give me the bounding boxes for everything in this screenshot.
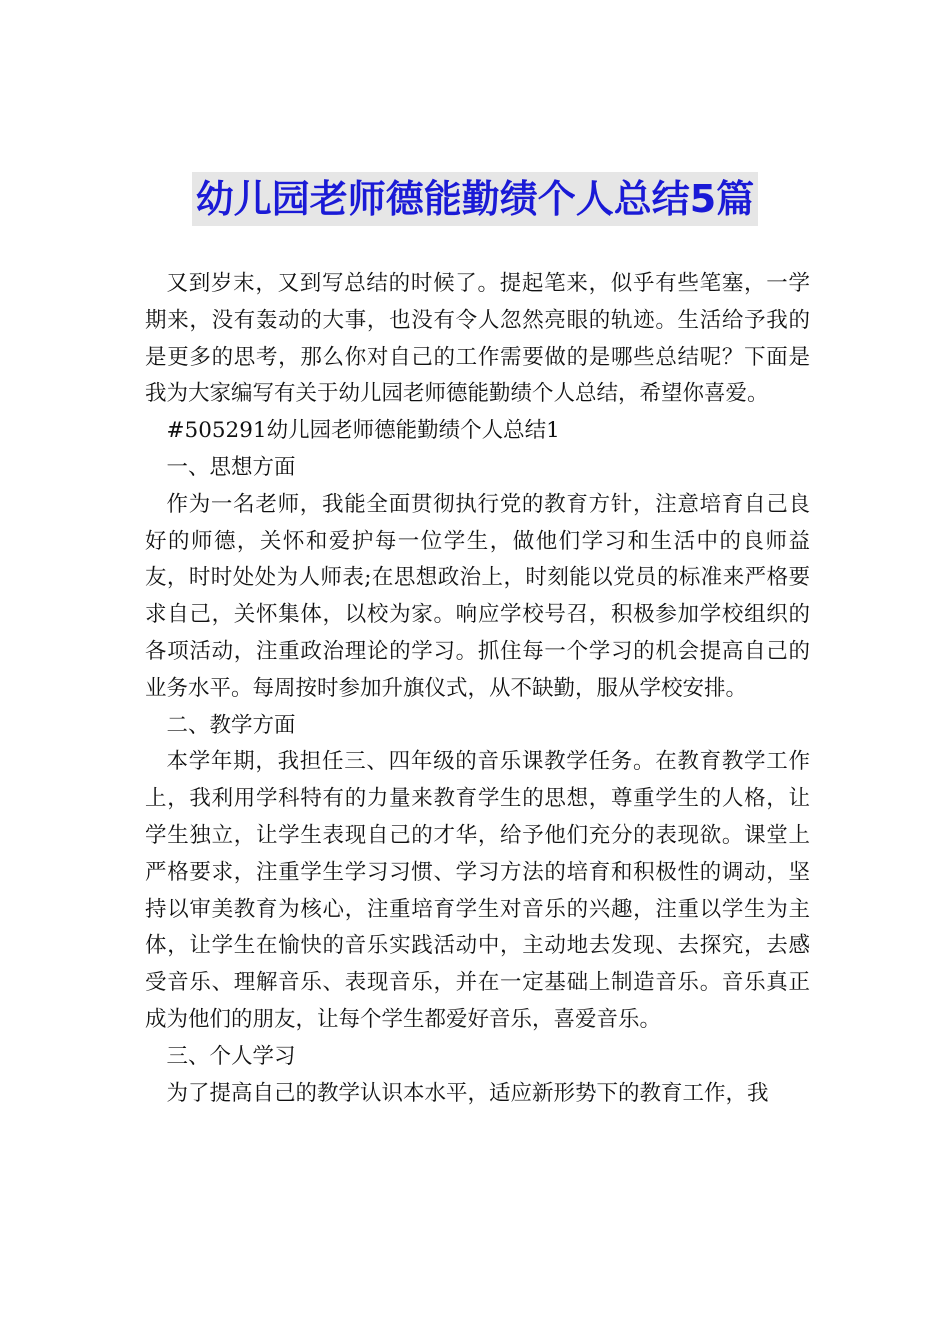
title-container	[0, 172, 950, 226]
intro-paragraph: 又到岁末，又到写总结的时候了。提起笔来，似乎有些笔塞，一学期来，没有轰动的大事，也没有令人忽然亮眼的轨迹。生活给予我的是更多的思考，那么你对自己的工作需要做的是哪些总结呢？下面是我为大家编写有关于幼儿园老师德能勤绩个人总结，希望你喜爱。	[145, 271, 810, 407]
section-paragraph-study: 为了提高自己的教学认识本水平，适应新形势下的教育工作，我	[166, 1080, 769, 1106]
document-title: 幼儿园老师德能勤绩个人总结5篇	[192, 172, 758, 226]
section-heading-study: 三、个人学习	[166, 1043, 296, 1069]
section-paragraph-thought: 作为一名老师，我能全面贯彻执行党的教育方针，注意培育自己良好的师德，关怀和爱护每一位学生，做他们学习和生活中的良师益友，时时处处为人师表;在思想政治上，时刻能以党员的标准来严格要求自己，关怀集体，以校为家。响应学校号召，积极参加学校组织的各项活动，注重政治理论的学习。抓住每一个学习的机会提高自己的业务水平。每周按时参加升旗仪式，从不缺勤，服从学校安排。	[145, 491, 810, 701]
section-heading-thought: 一、思想方面	[166, 454, 296, 480]
document-body	[145, 266, 810, 1112]
article-subtitle: #505291幼儿园老师德能勤绩个人总结1	[166, 418, 560, 444]
section-paragraph-teaching: 本学年期，我担任三、四年级的音乐课教学任务。在教育教学工作上，我利用学科特有的力量来教育学生的思想，尊重学生的人格，让学生独立，让学生表现自己的才华，给予他们充分的表现欲。课堂上严格要求，注重学生学习习惯、学习方法的培育和积极性的调动，坚持以审美教育为核心，注重培育学生对音乐的兴趣，注重以学生为主体，让学生在愉快的音乐实践活动中，主动地去发现、去探究，去感受音乐、理解音乐、表现音乐，并在一定基础上制造音乐。音乐真正成为他们的朋友，让每个学生都爱好音乐，喜爱音乐。	[145, 749, 810, 1032]
section-heading-teaching: 二、教学方面	[166, 712, 296, 738]
